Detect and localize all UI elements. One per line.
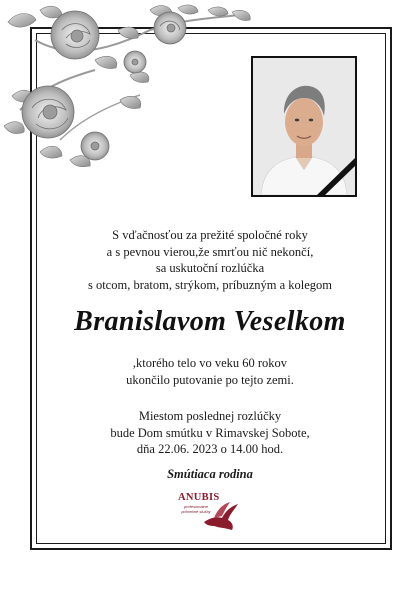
- intro-line: a s pevnou vierou,že smrťou nič nekončí,: [106, 244, 314, 259]
- ceremony-line: bude Dom smútku v Rimavskej Sobote,: [110, 425, 310, 440]
- intro-line: S vďačnosťou za prežité spoločné roky: [112, 228, 308, 242]
- ceremony-line: Miestom poslednej rozlúčky: [138, 409, 282, 423]
- intro-line: sa uskutoční rozlúčka: [155, 261, 265, 275]
- roses-ornament: [0, 0, 260, 180]
- body-line: ukončilo putovanie po tejto zemi.: [126, 372, 294, 387]
- family-signature: Smútiaca rodina: [167, 467, 253, 481]
- portrait-photo: [253, 58, 355, 195]
- ceremony-line: dňa 22.06. 2023 o 14.00 hod.: [136, 442, 284, 456]
- logo-subtitle: profesionálne pohrebné služby: [181, 504, 211, 514]
- intro-line: s otcom, bratom, strýkom, príbuzným a kolegom: [87, 277, 333, 292]
- anubis-logo: [172, 492, 242, 536]
- body-line: ,ktorého telo vo veku 60 rokov: [132, 356, 288, 370]
- ceremony-text: [40, 408, 380, 458]
- dove-icon: [200, 500, 240, 534]
- body-text: [40, 355, 380, 388]
- logo-name: ANUBIS: [178, 492, 220, 503]
- deceased-name: Branislavom Veselkom: [74, 306, 346, 337]
- intro-text: [40, 227, 380, 293]
- portrait-photo-frame: [251, 56, 357, 197]
